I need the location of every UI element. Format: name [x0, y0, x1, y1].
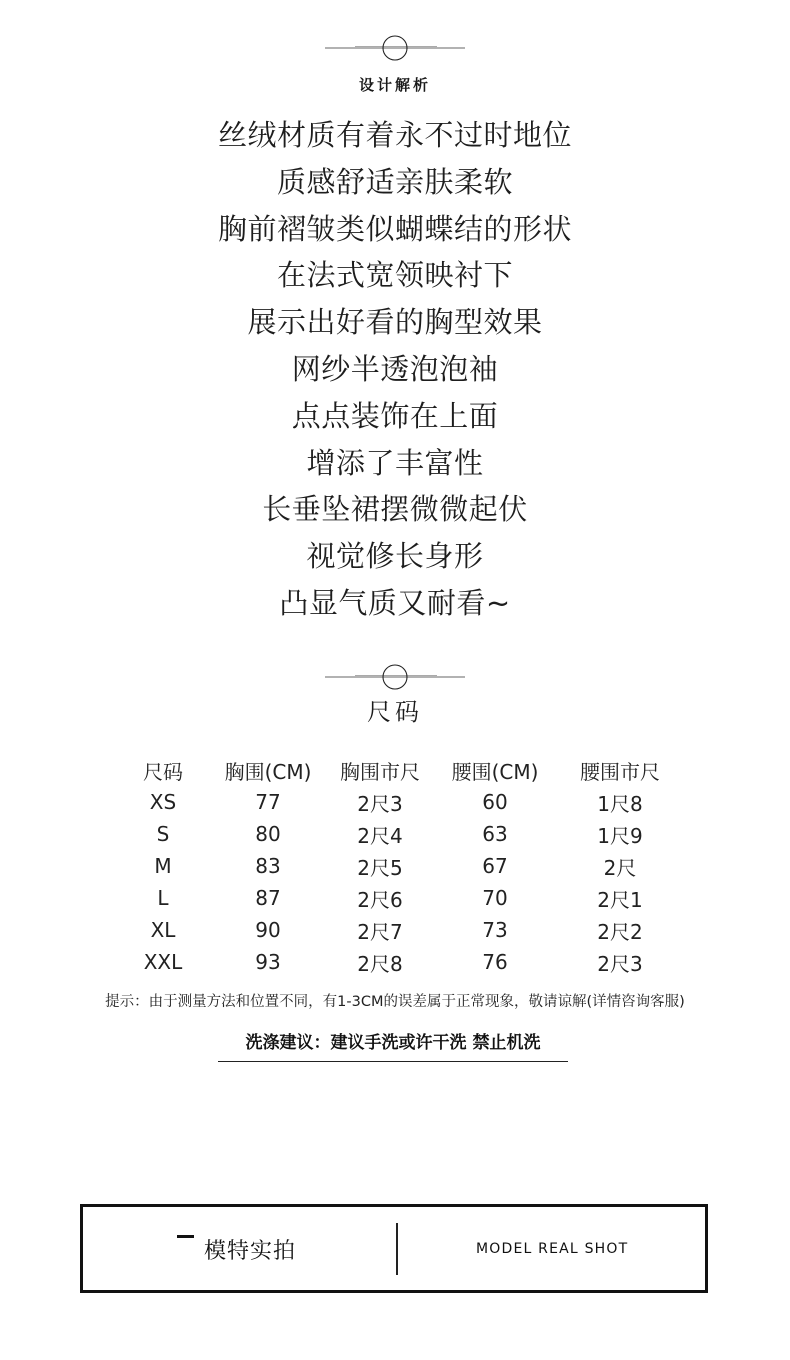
header-waist-cm: 腰围(CM)	[451, 759, 539, 784]
banner-dash-mark	[177, 1235, 194, 1238]
description-line: 网纱半透泡泡袖	[291, 351, 499, 386]
description-line: 增添了丰富性	[306, 445, 484, 480]
table-row	[110, 946, 690, 978]
table-row	[110, 882, 690, 914]
cell-bust-cm: 87	[255, 886, 281, 910]
description-line: 点点装饰在上面	[291, 398, 499, 433]
description-line: 质感舒适亲肤柔软	[276, 164, 513, 199]
cell-waist-chi: 2尺	[603, 855, 637, 880]
cell-bust-chi: 2尺8	[357, 951, 403, 976]
cell-bust-cm: 80	[255, 822, 281, 846]
cell-bust-cm: 93	[255, 950, 281, 974]
divider-ornament-top	[325, 34, 465, 62]
cell-waist-cm: 67	[482, 854, 508, 878]
wash-advice-text: 洗涤建议：建议手洗或许干洗 禁止机洗	[245, 1033, 541, 1053]
description-line: 胸前褶皱类似蝴蝶结的形状	[217, 211, 572, 246]
cell-waist-chi: 1尺9	[597, 823, 643, 848]
header-waist-chi: 腰围市尺	[580, 759, 660, 784]
wash-advice	[218, 1030, 568, 1062]
cell-size: XS	[149, 790, 177, 814]
header-size: 尺码	[143, 759, 183, 784]
cell-waist-chi: 2尺3	[597, 951, 643, 976]
table-row	[110, 850, 690, 882]
model-shot-banner	[80, 1204, 708, 1293]
cell-bust-cm: 90	[255, 918, 281, 942]
divider-ornament-size	[325, 663, 465, 691]
cell-waist-chi: 2尺1	[597, 887, 643, 912]
description-line: 展示出好看的胸型效果	[247, 305, 543, 340]
cell-waist-chi: 1尺8	[597, 791, 643, 816]
design-description-list	[0, 112, 790, 627]
cell-bust-cm: 83	[255, 854, 281, 878]
cell-bust-cm: 77	[255, 790, 281, 814]
table-row	[110, 818, 690, 850]
cell-waist-cm: 63	[482, 822, 508, 846]
cell-waist-cm: 73	[482, 918, 508, 942]
banner-vertical-divider	[396, 1223, 398, 1275]
description-line: 视觉修长身形	[306, 539, 484, 574]
header-bust-cm: 胸围(CM)	[224, 759, 312, 784]
cell-bust-chi: 2尺5	[357, 855, 403, 880]
cell-size: L	[157, 886, 169, 910]
header-bust-chi: 胸围市尺	[340, 759, 420, 784]
cell-waist-cm: 60	[482, 790, 508, 814]
size-section-title: 尺码	[367, 698, 423, 726]
cell-size: XL	[150, 918, 176, 942]
cell-bust-chi: 2尺3	[357, 791, 403, 816]
cell-bust-chi: 2尺4	[357, 823, 403, 848]
description-line: 在法式宽领映衬下	[276, 258, 513, 293]
size-chart-table	[110, 754, 690, 978]
description-line: 丝绒材质有着永不过时地位	[217, 118, 572, 152]
table-row	[110, 786, 690, 818]
measurement-tip: 提示：由于测量方法和位置不同，有1-3CM的误差属于正常现象，敬请谅解(详情咨询客服)	[105, 994, 685, 1010]
cell-waist-chi: 2尺2	[597, 919, 643, 944]
cell-waist-cm: 76	[482, 950, 508, 974]
cell-size: S	[156, 822, 170, 846]
cell-bust-chi: 2尺6	[357, 887, 403, 912]
table-header-row	[110, 754, 690, 786]
table-row	[110, 914, 690, 946]
cell-size: XXL	[143, 950, 183, 974]
description-line: 凸显气质又耐看~	[279, 585, 511, 620]
cell-waist-cm: 70	[482, 886, 508, 910]
model-shot-title-en: MODEL REAL SHOT	[476, 1241, 629, 1257]
design-analysis-title: 设计解析	[358, 76, 431, 94]
description-line: 长垂坠裙摆微微起伏	[262, 492, 528, 527]
model-shot-title-cn: 模特实拍	[204, 1239, 297, 1264]
cell-bust-chi: 2尺7	[357, 919, 403, 944]
cell-size: M	[154, 854, 172, 878]
